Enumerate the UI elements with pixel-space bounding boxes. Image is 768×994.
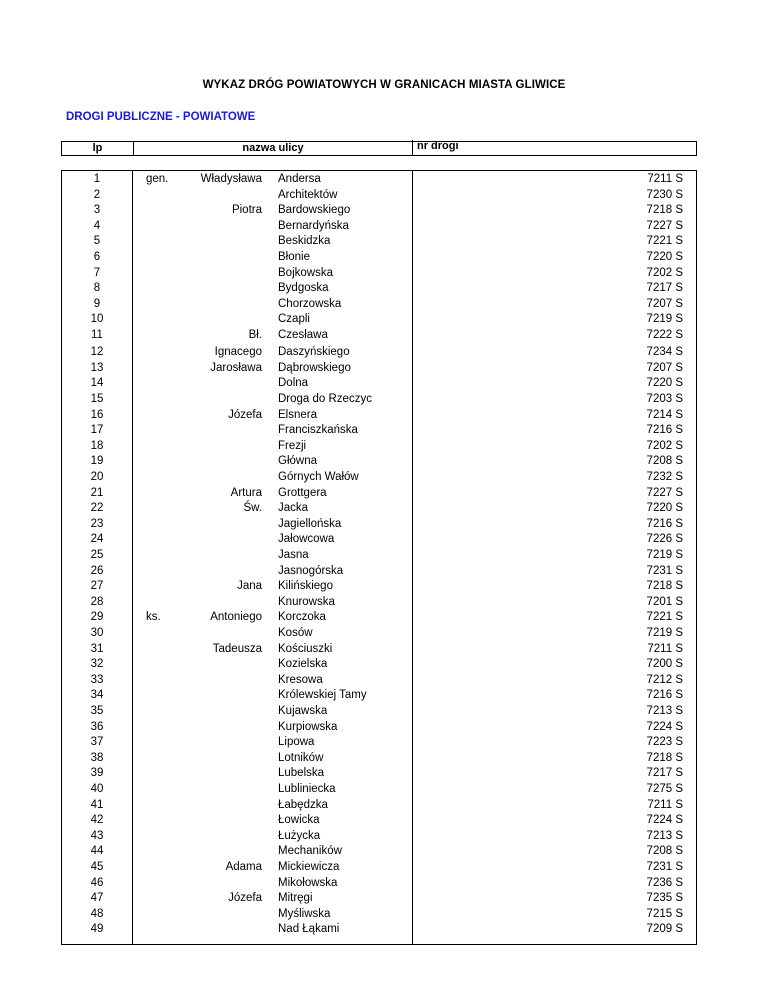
row-lp: 8 — [93, 282, 101, 295]
table-row — [62, 595, 695, 611]
table-row — [62, 642, 695, 658]
row-street: Łabędzka — [278, 798, 328, 811]
row-road-number: 7213 S — [646, 704, 683, 717]
table-row — [62, 813, 695, 829]
row-road-number: 7219 S — [646, 548, 683, 561]
row-lp: 14 — [90, 377, 104, 390]
row-street: Daszyńskiego — [278, 346, 350, 359]
row-road-number: 7216 S — [646, 424, 683, 437]
header-street-name: nazwa ulicy — [242, 142, 304, 154]
row-road-number: 7223 S — [646, 736, 683, 749]
row-given-name: Jana — [237, 580, 262, 593]
row-street: Łowicka — [278, 814, 320, 827]
row-road-number: 7215 S — [646, 907, 683, 920]
row-lp: 45 — [90, 860, 104, 873]
row-lp: 5 — [93, 235, 101, 248]
row-lp: 15 — [90, 392, 104, 405]
row-lp: 27 — [90, 580, 104, 593]
row-road-number: 7214 S — [646, 408, 683, 421]
row-lp: 25 — [90, 548, 104, 561]
row-street: Lubliniecka — [278, 782, 336, 795]
table-row — [62, 408, 695, 424]
row-road-number: 7209 S — [646, 923, 683, 936]
row-road-number: 7219 S — [646, 626, 683, 639]
row-lp: 19 — [90, 455, 104, 468]
row-street: Błonie — [278, 251, 310, 263]
row-lp: 9 — [93, 297, 101, 310]
row-street: Czesława — [278, 329, 328, 341]
row-given-name: Antoniego — [210, 611, 262, 624]
row-street: Łużycka — [278, 829, 321, 842]
row-lp: 44 — [90, 845, 104, 858]
row-given-name: Tadeusza — [212, 642, 262, 655]
row-street: Bernardyńska — [278, 219, 349, 232]
row-street: Jasnogórska — [278, 564, 344, 577]
row-road-number: 7211 S — [647, 173, 683, 185]
row-road-number: 7227 S — [646, 486, 683, 499]
row-road-number: 7226 S — [646, 533, 683, 546]
row-street: Myśliwska — [278, 907, 331, 920]
table-row — [62, 234, 695, 250]
roads-table — [61, 170, 697, 945]
row-road-number: 7224 S — [646, 814, 683, 827]
row-lp: 39 — [90, 767, 104, 780]
row-street: Bojkowska — [278, 266, 333, 279]
row-street: Lubelska — [278, 767, 325, 780]
table-row — [62, 501, 695, 517]
row-lp: 18 — [90, 439, 104, 452]
row-given-name: Piotra — [231, 204, 262, 217]
row-road-number: 7275 S — [646, 782, 683, 795]
row-road-number: 7208 S — [646, 455, 683, 468]
row-street: Dolna — [278, 377, 309, 390]
table-row — [62, 376, 695, 392]
row-road-number: 7231 S — [646, 564, 683, 577]
row-lp: 32 — [90, 658, 104, 671]
row-street: Architektów — [278, 188, 338, 201]
row-street: Główna — [278, 455, 317, 468]
row-lp: 24 — [90, 533, 104, 546]
row-lp: 38 — [90, 751, 104, 764]
row-lp: 11 — [91, 329, 103, 341]
row-road-number: 7224 S — [646, 720, 683, 733]
row-road-number: 7202 S — [646, 439, 683, 452]
row-street: Kosów — [278, 626, 313, 639]
row-street: Bardowskiego — [278, 204, 351, 217]
row-lp: 20 — [90, 470, 104, 483]
row-lp: 3 — [93, 204, 101, 217]
row-road-number: 7220 S — [646, 502, 683, 515]
table-row — [62, 172, 695, 188]
row-lp: 10 — [90, 313, 104, 326]
row-road-number: 7208 S — [646, 845, 683, 858]
row-lp: 31 — [90, 642, 104, 655]
table-row — [62, 610, 695, 626]
table-row — [62, 860, 695, 876]
table-row — [62, 688, 695, 704]
row-street: Franciszkańska — [278, 424, 358, 437]
row-street: Frezji — [278, 439, 307, 452]
row-lp: 48 — [90, 907, 104, 920]
header-road-number: nr drogi — [412, 140, 459, 155]
row-road-number: 7219 S — [646, 313, 683, 326]
table-row — [62, 626, 695, 642]
row-street: Czapli — [278, 313, 310, 326]
row-street: Kilińskiego — [278, 580, 333, 593]
row-lp: 28 — [90, 595, 104, 608]
table-row — [62, 219, 695, 235]
row-street: Beskidzka — [278, 235, 331, 248]
table-row — [62, 454, 695, 470]
table-row — [62, 312, 695, 328]
table-row — [62, 720, 695, 736]
row-road-number: 7221 S — [646, 611, 683, 624]
row-street: Kozielska — [278, 658, 328, 671]
row-road-number: 7200 S — [646, 658, 683, 671]
table-row — [62, 876, 695, 892]
row-lp: 47 — [90, 892, 104, 905]
table-row — [62, 844, 695, 860]
row-lp: 23 — [90, 517, 104, 530]
row-given-name: Władysława — [200, 173, 262, 185]
row-prefix: gen. — [146, 173, 169, 185]
table-row — [62, 922, 695, 938]
table-row — [62, 297, 695, 313]
row-road-number: 7220 S — [646, 251, 683, 263]
row-road-number: 7231 S — [646, 860, 683, 873]
row-given-name: Bł. — [248, 329, 262, 341]
table-row — [62, 392, 695, 408]
row-lp: 7 — [93, 266, 101, 279]
table-row — [62, 250, 695, 266]
row-street: Mechaników — [278, 845, 342, 858]
row-road-number: 7211 S — [647, 642, 683, 655]
row-prefix: ks. — [146, 611, 161, 624]
table-row — [62, 579, 695, 595]
row-street: Mickiewicza — [278, 860, 340, 873]
row-given-name: Artura — [230, 486, 262, 499]
row-lp: 16 — [90, 408, 104, 421]
row-road-number: 7207 S — [646, 297, 683, 310]
row-road-number: 7203 S — [646, 392, 683, 405]
row-given-name: Józefa — [228, 408, 262, 421]
row-road-number: 7216 S — [646, 689, 683, 702]
row-street: Królewskiej Tamy — [278, 689, 367, 702]
row-lp: 37 — [90, 736, 104, 749]
row-road-number: 7236 S — [646, 876, 683, 889]
table-row — [62, 266, 695, 282]
row-lp: 17 — [90, 424, 104, 437]
row-road-number: 7201 S — [646, 595, 683, 608]
row-street: Nad Łąkami — [278, 923, 340, 936]
row-lp: 33 — [90, 673, 104, 686]
table-row — [62, 281, 695, 297]
header-lp: lp — [62, 142, 134, 155]
row-street: Kresowa — [278, 673, 323, 686]
row-given-name: Ignacego — [214, 346, 262, 359]
row-street: Kościuszki — [278, 642, 333, 655]
row-lp: 30 — [90, 626, 104, 639]
row-lp: 2 — [93, 188, 101, 201]
row-street: Chorzowska — [278, 297, 342, 310]
table-row — [62, 188, 695, 204]
section-subtitle: DROGI PUBLICZNE - POWIATOWE — [66, 111, 256, 123]
row-street: Kurpiowska — [278, 720, 338, 733]
row-lp: 21 — [90, 486, 104, 499]
row-road-number: 7212 S — [646, 673, 683, 686]
table-row — [62, 766, 695, 782]
table-row — [62, 423, 695, 439]
table-row — [62, 829, 695, 845]
row-road-number: 7207 S — [646, 361, 683, 374]
row-lp: 41 — [90, 798, 104, 811]
row-given-name: Józefa — [228, 892, 262, 905]
row-lp: 43 — [90, 829, 104, 842]
row-road-number: 7218 S — [646, 580, 683, 593]
row-street: Jasna — [278, 548, 309, 561]
row-road-number: 7202 S — [646, 266, 683, 279]
table-row — [62, 564, 695, 580]
row-street: Mitręgi — [278, 892, 313, 905]
row-street: Jałowcowa — [278, 533, 335, 546]
table-row — [62, 439, 695, 455]
row-road-number: 7221 S — [646, 235, 683, 248]
row-road-number: 7222 S — [646, 329, 683, 341]
row-lp: 35 — [90, 704, 104, 717]
row-lp: 46 — [90, 876, 104, 889]
row-street: Lipowa — [278, 736, 315, 749]
row-road-number: 7234 S — [646, 346, 683, 359]
row-street: Andersa — [278, 173, 321, 185]
row-lp: 12 — [90, 346, 104, 359]
row-street: Dąbrowskiego — [278, 361, 351, 374]
row-lp: 29 — [90, 611, 104, 624]
row-lp: 42 — [90, 814, 104, 827]
table-row — [62, 735, 695, 751]
row-road-number: 7218 S — [646, 204, 683, 217]
table-row — [62, 548, 695, 564]
row-lp: 26 — [90, 564, 104, 577]
row-street: Korczoka — [278, 611, 326, 624]
row-road-number: 7211 S — [647, 798, 683, 811]
row-road-number: 7217 S — [646, 282, 683, 295]
table-row — [62, 345, 695, 361]
row-given-name: Jarosława — [210, 361, 262, 374]
row-street: Droga do Rzeczyc — [278, 392, 372, 405]
row-given-name: Adama — [225, 860, 262, 873]
table-header — [61, 141, 697, 156]
row-lp: 34 — [90, 689, 104, 702]
row-lp: 1 — [93, 173, 101, 185]
row-lp: 49 — [90, 923, 104, 936]
row-road-number: 7230 S — [646, 188, 683, 201]
table-row — [62, 328, 695, 344]
row-lp: 40 — [90, 782, 104, 795]
row-road-number: 7218 S — [646, 751, 683, 764]
document-title: WYKAZ DRÓG POWIATOWYCH W GRANICACH MIASTA GLIWICE — [202, 79, 566, 91]
row-road-number: 7235 S — [646, 892, 683, 905]
row-given-name: Św. — [243, 502, 262, 515]
row-street: Mikołowska — [278, 876, 338, 889]
table-row — [62, 751, 695, 767]
row-street: Jagiellońska — [278, 517, 342, 530]
table-row — [62, 907, 695, 923]
table-row — [62, 673, 695, 689]
table-row — [62, 657, 695, 673]
row-street: Bydgoska — [278, 282, 329, 295]
row-lp: 22 — [90, 502, 104, 515]
row-lp: 6 — [93, 251, 101, 263]
row-street: Grottgera — [278, 486, 327, 499]
row-street: Kujawska — [278, 704, 328, 717]
table-row — [62, 704, 695, 720]
row-lp: 13 — [90, 361, 104, 374]
table-row — [62, 532, 695, 548]
table-row — [62, 798, 695, 814]
row-lp: 36 — [90, 720, 104, 733]
table-row — [62, 470, 695, 486]
row-road-number: 7227 S — [646, 219, 683, 232]
table-row — [62, 486, 695, 502]
row-road-number: 7216 S — [646, 517, 683, 530]
row-street: Knurowska — [278, 595, 335, 608]
row-street: Elsnera — [278, 408, 317, 421]
table-row — [62, 203, 695, 219]
table-row — [62, 517, 695, 533]
row-street: Lotników — [278, 751, 324, 764]
table-row — [62, 891, 695, 907]
row-street: Górnych Wałów — [278, 470, 359, 483]
table-row — [62, 361, 695, 377]
row-road-number: 7217 S — [646, 767, 683, 780]
row-road-number: 7213 S — [646, 829, 683, 842]
row-street: Jacka — [278, 502, 309, 515]
row-road-number: 7220 S — [646, 377, 683, 390]
row-lp: 4 — [93, 219, 101, 232]
table-row — [62, 782, 695, 798]
row-road-number: 7232 S — [646, 470, 683, 483]
